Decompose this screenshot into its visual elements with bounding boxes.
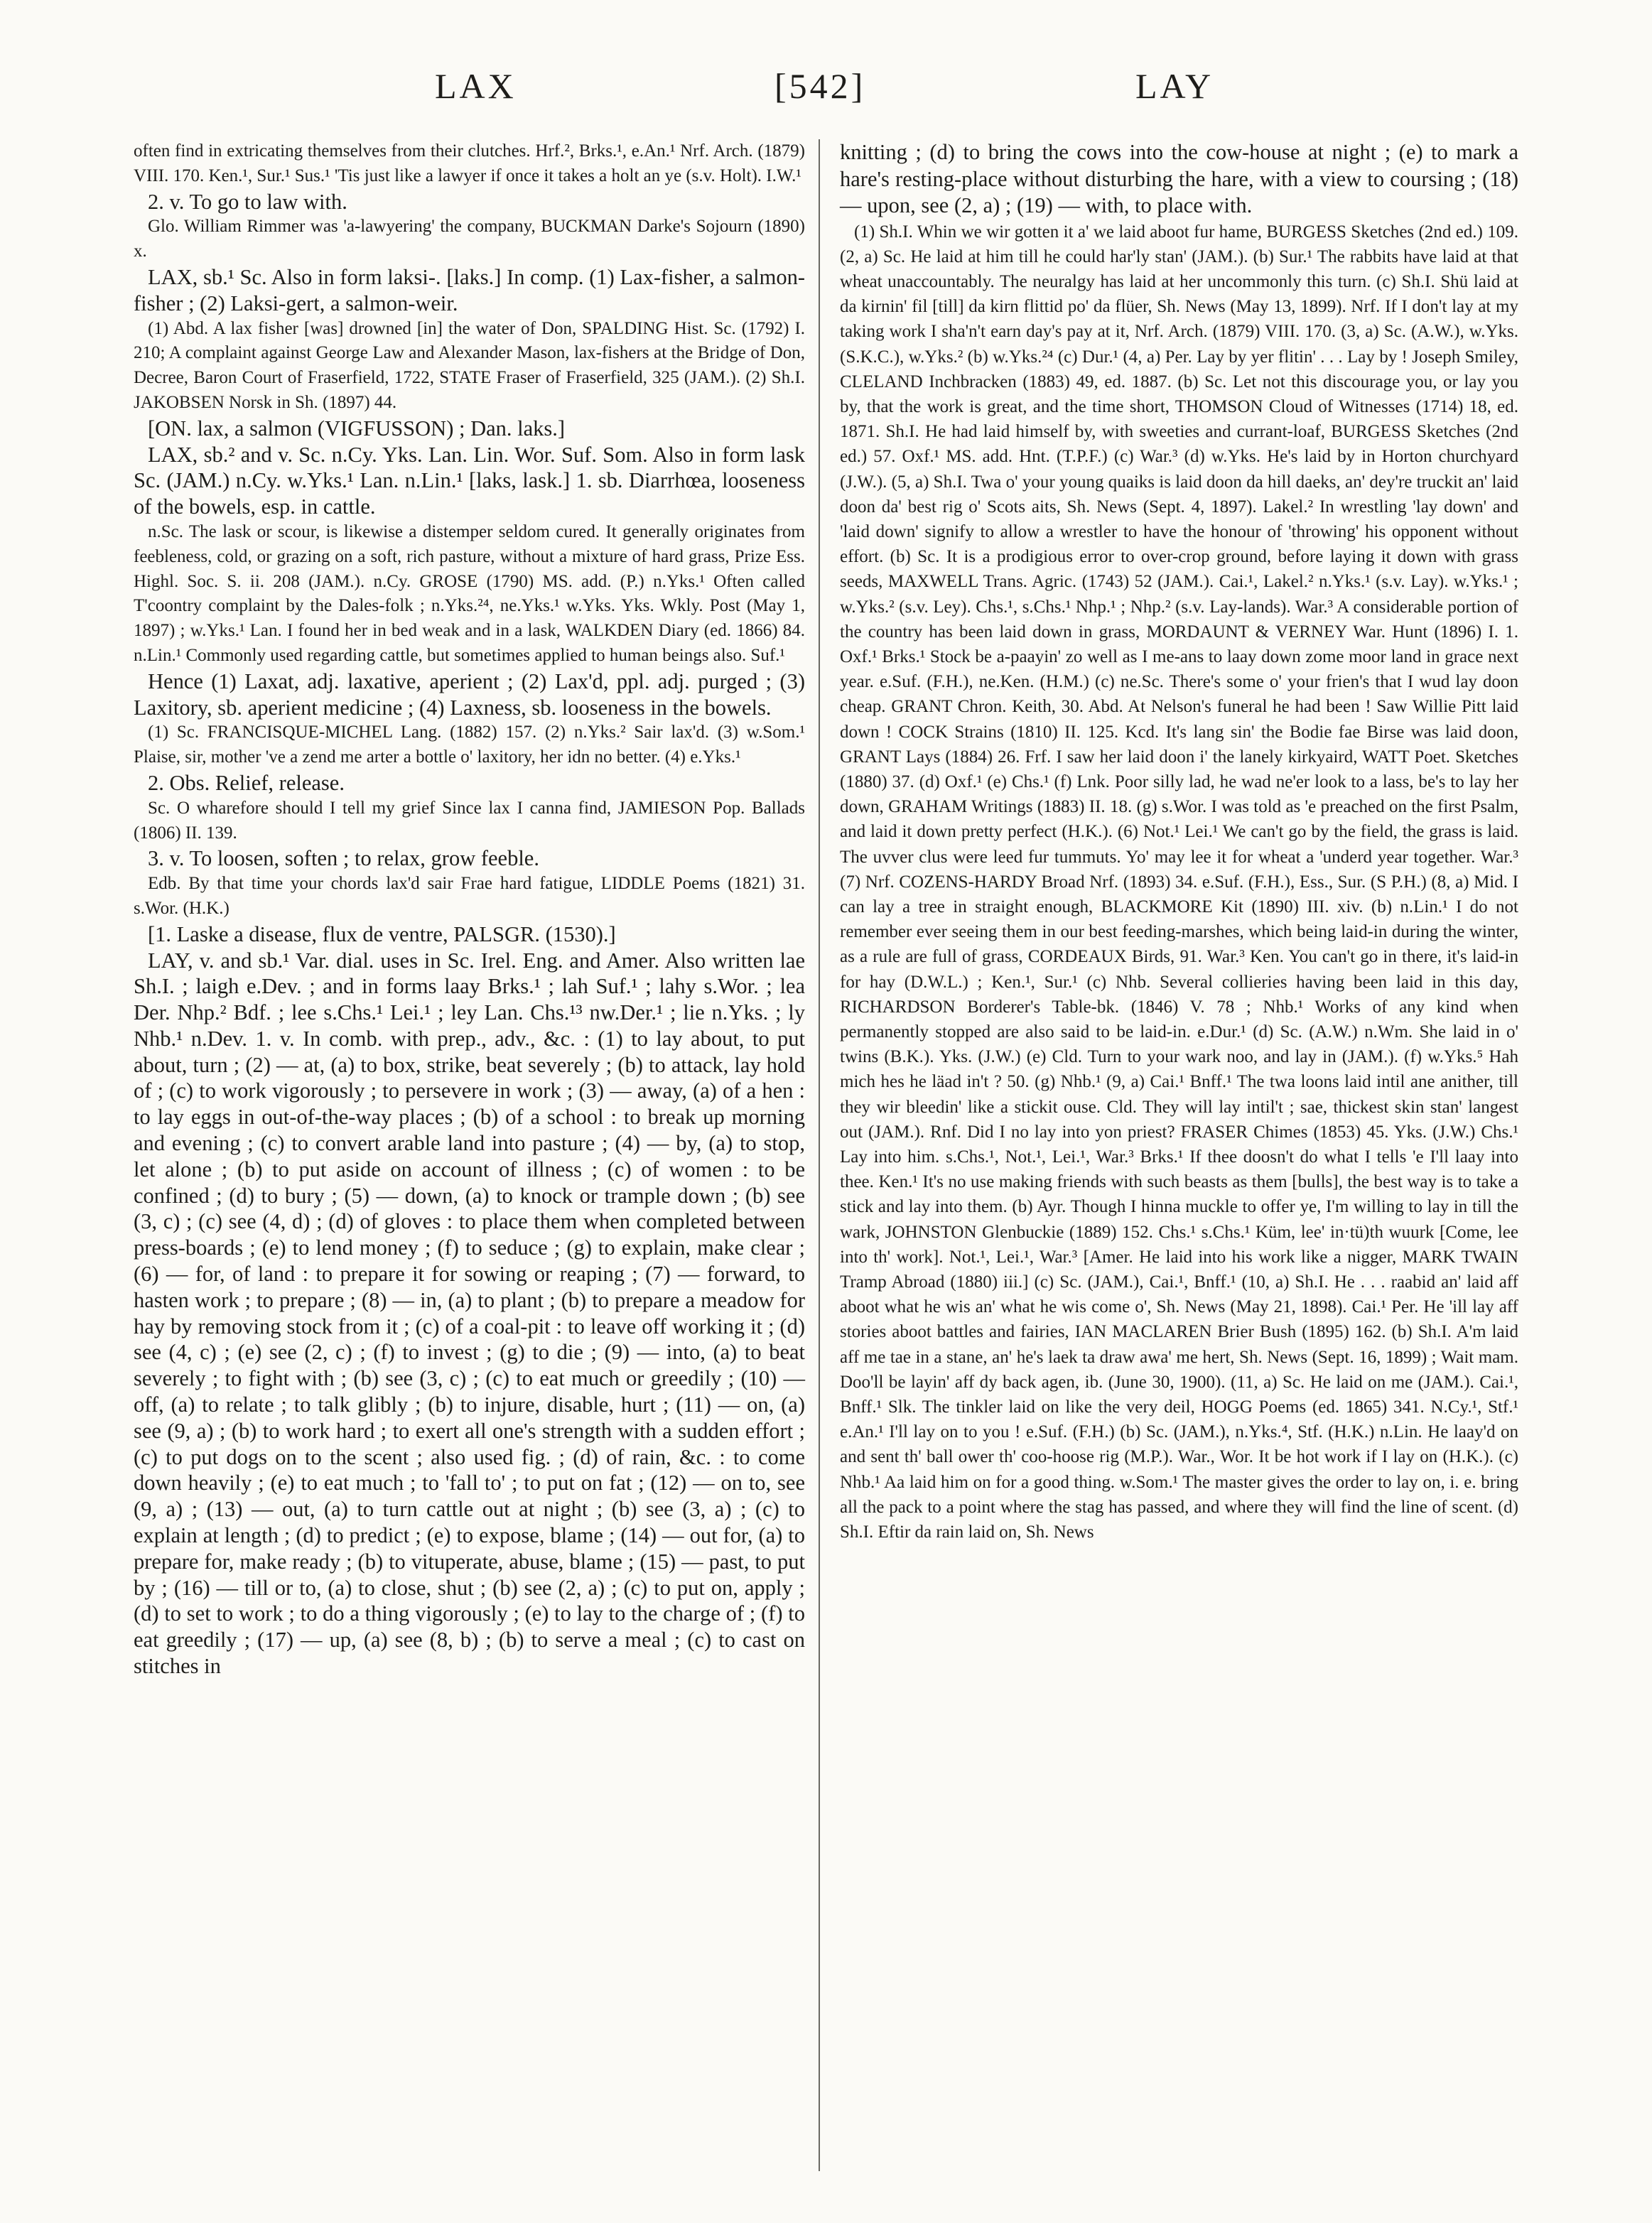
dictionary-paragraph: [1. Laske a disease, flux de ventre, PALSGR. (1530).] — [148, 921, 616, 946]
left-column — [134, 139, 805, 1680]
dictionary-paragraph: Sc. O wharefore should I tell my grief Since lax I canna find, JAMIESON Pop. Ballads (1806) II. 139. — [134, 798, 805, 843]
column-divider — [819, 139, 820, 2171]
page-number: [542] — [774, 66, 866, 106]
dictionary-paragraph: [ON. lax, a salmon (VIGFUSSON) ; Dan. laks.] — [148, 416, 566, 440]
dictionary-paragraph: Edb. By that time your chords lax'd sair Frae hard fatigue, LIDDLE Poems (1821) 31. s.Wor. (H.K.) — [134, 874, 805, 918]
dictionary-paragraph: Glo. William Rimmer was 'a-lawyering' the company, BUCKMAN Darke's Sojourn (1890) x. — [134, 217, 805, 261]
dictionary-paragraph: n.Sc. The lask or scour, is likewise a distemper seldom cured. It generally originates from feebleness, cold, or grazing on a soft, rich pasture, without a mixture of hard grass, Prize Ess. Highl. Soc. S. ii. 208 (JAM.). n.Cy. GROSE (1790) MS. add. (P.) n.Yks.¹ Often called T'coontry complaint by the Dales-folk ; n.Yks.²⁴, ne.Yks.¹ w.Yks. Yks. Wkly. Post (May 1, 1897) ; w.Yks.¹ Lan. I found her in bed weak and in a lask, WALKDEN Diary (ed. 1866) 84. n.Lin.¹ Commonly used regarding cattle, but sometimes applied to human beings also. Suf.¹ — [134, 521, 805, 665]
dictionary-paragraph: LAX, sb.² and v. Sc. n.Cy. Yks. Lan. Lin. Wor. Suf. Som. Also in form lask Sc. (JAM.) n.Cy. w.Yks.¹ Lan. n.Lin.¹ [laks, lask.] 1. sb. Diarrhœa, looseness of the bowels, esp. in cattle. — [134, 442, 805, 519]
dictionary-paragraph: knitting ; (d) to bring the cows into the cow-house at night ; (e) to mark a hare's resting-place without disturbing the hare, with a view to coursing ; (18) — upon, see (2, a) ; (19) — with, to place with. — [840, 140, 1518, 217]
dictionary-paragraph: 3. v. To loosen, soften ; to relax, grow feeble. — [148, 846, 539, 871]
dictionary-paragraph: (1) Abd. A lax fisher [was] drowned [in] the water of Don, SPALDING Hist. Sc. (1792) I. 210; A complaint against George Law and Alexander Mason, lax-fishers at the Bridge of Don, Decree, Baron Court of Fraserfield, 1722, STATE Fraser of Fraserfield, 325 (JAM.). (2) Sh.I. JAKOBSEN Norsk in Sh. (1897) 44. — [134, 318, 805, 412]
left-running-head: LAX — [435, 66, 517, 106]
dictionary-paragraph: Hence (1) Laxat, adj. laxative, aperient ; (2) Lax'd, ppl. adj. purged ; (3) Laxitory, sb. aperient medicine ; (4) Laxness, sb. looseness in the bowels. — [134, 669, 805, 720]
right-running-head: LAY — [1135, 66, 1214, 106]
page-header — [0, 65, 1652, 122]
dictionary-paragraph: 2. Obs. Relief, release. — [148, 770, 345, 795]
dictionary-paragraph: 2. v. To go to law with. — [148, 189, 347, 214]
dictionary-paragraph: often find in extricating themselves from their clutches. Hrf.², Brks.¹, e.An.¹ Nrf. Arch. (1879) VIII. 170. Ken.¹, Sur.¹ Sus.¹ 'Tis just like a lawyer if once it takes a holt an ye (s.v. Holt). I.W.¹ — [134, 141, 805, 185]
dictionary-paragraph: LAY, v. and sb.¹ Var. dial. uses in Sc. Irel. Eng. and Amer. Also written lae Sh.I. ; laigh e.Dev. ; and in forms laay Brks.¹ ; lah Suf.¹ ; lahy s.Wor. ; lea Der. Nhp.² Bdf. ; lee s.Chs.¹ Lei.¹ ; ley Lan. Chs.¹³ nw.Der.¹ ; lie n.Yks. ; ly Nhb.¹ n.Dev. 1. v. In comb. with prep., adv., &c. : (1) to lay about, to put about, turn ; (2) — at, (a) to box, strike, beat severely ; (b) to attack, lay hold of ; (c) to work vigorously ; to persevere in work ; (3) — away, (a) of a hen : to lay eggs in out-of-the-way places ; (b) of a school : to break up morning and evening ; (c) to convert arable land into pasture ; (4) — by, (a) to stop, let alone ; (b) to put aside on account of illness ; (c) of women : to be confined ; (d) to bury ; (5) — down, (a) to knock or trample down ; (b) see (3, c) ; (c) see (4, d) ; (d) of gloves : to place them when completed between press-boards ; (e) to lend money ; (f) to seduce ; (g) to explain, make clear ; (6) — for, of land : to prepare it for sowing or reaping ; (7) — forward, to hasten work ; to prepare ; (8) — in, (a) to plant ; (b) to prepare a meadow for hay by removing stock from it ; (c) of a coal-pit : to leave off working it ; (d) see (4, c) ; (e) see (2, c) ; (f) to invest ; (g) to die ; (9) — into, (a) to beat severely ; to fight with ; (b) see (3, c) ; (c) to eat much or greedily ; (10) — off, (a) to relate ; to talk glibly ; (b) to injure, disable, hurt ; (11) — on, (a) see (9, a) ; (b) to work hard ; to exert all one's strength with a sudden effort ; (c) to put dogs on to the scent ; also used fig. ; (d) of rain, &c. : to come down heavily ; (e) to eat much ; to 'fall to' ; to put on fat ; (12) — on to, see (9, a) ; (13) — out, (a) to turn cattle out at night ; (b) see (3, a) ; (c) to explain at length ; (d) to predict ; (e) to expose, blame ; (14) — out for, (a) to prepare for, make ready ; (b) to vituperate, abuse, blame ; (15) — past, to put by ; (16) — till or to, (a) to close, shut ; (b) see (2, a) ; (c) to put on, apply ; (d) to set to work ; to do a thing vigorously ; (e) to lay to the charge of ; (f) to eat greedily ; (17) — up, (a) see (8, b) ; (b) to serve a meal ; (c) to cast on stitches in — [134, 948, 805, 1679]
dictionary-paragraph: LAX, sb.¹ Sc. Also in form laksi-. [laks.] In comp. (1) Lax-fisher, a salmon-fisher ; (2) Laksi-gert, a salmon-weir. — [134, 264, 805, 315]
dictionary-paragraph: (1) Sc. FRANCISQUE-MICHEL Lang. (1882) 157. (2) n.Yks.² Sair lax'd. (3) w.Som.¹ Plaise, sir, mother 've a zend me arter a bottle o' laxitory, her idn no better. (4) e.Yks.¹ — [134, 723, 805, 767]
right-column — [840, 139, 1518, 1545]
dictionary-paragraph: (1) Sh.I. Whin we wir gotten it a' we laid aboot fur hame, BURGESS Sketches (2nd ed.) 109. (2, a) Sc. He laid at him till he could har'ly stan' (JAM.). (b) Sur.¹ The rabbits have laid at that wheat unaccountably. The neuralgy has laid at her uncommonly this turn. (c) Sh.I. Shü laid at da kirnin' fil [till] da kirn flittid po' da flüer, Sh. News (May 13, 1899). Nrf. If I don't lay at my taking work I sha'n't earn day's pay at it, Nrf. Arch. (1879) VIII. 170. (3, a) Sc. (A.W.), w.Yks. (S.K.C.), w.Yks.² (b) w.Yks.²⁴ (c) Dur.¹ (4, a) Per. Lay by yer flitin' . . . Lay by ! Joseph Smiley, CLELAND Inchbracken (1883) 49, ed. 1887. (b) Sc. Let not this discourage you, or lay you by, that the work is great, and the time short, THOMSON Cloud of Witnesses (1714) 18, ed. 1871. Sh.I. He had laid himself by, with sweeties and currant-loaf, BURGESS Sketches (2nd ed.) 57. Oxf.¹ MS. add. Hnt. (T.P.F.) (c) War.³ (d) w.Yks. He's laid by in Horton churchyard (J.W.). (5, a) Sh.I. Twa o' your young quaiks is laid doon da hill daeks, an' dey're truckit an' laid doon da' best rig o' Scots aits, Sh. News (Sept. 4, 1897). Lakel.² In wrestling 'lay down' and 'laid down' signify to allow a wrestler to have the honour of 'throwing' his opponent without effort. (b) Sc. It is a prodigious error to over-crop ground, before laying it down with grass seeds, MAXWELL Trans. Agric. (1743) 52 (JAM.). Cai.¹, Lakel.² n.Yks.¹ (s.v. Lay). w.Yks.¹ ; w.Yks.² (s.v. Ley). Chs.¹, s.Chs.¹ Nhp.¹ ; Nhp.² (s.v. Lay-lands). War.³ A considerable portion of the country has been laid down in grass, MORDAUNT & VERNEY War. Hunt (1896) I. 1. Oxf.¹ Brks.¹ Stock be a-paayin' zo well as I me-ans to laay down zome moor land in grace next year. e.Suf. (F.H.), ne.Ken. (H.M.) (c) ne.Sc. There's some o' your frien's that I wud lay doon cheap. GRANT Chron. Keith, 30. Abd. At Nelson's funeral he had been ! Saw Willie Pitt laid down ! COCK Strains (1810) II. 125. Kcd. It's lang sin' the Bodie fae Birse was laid doon, GRANT Lays (1884) 26. Frf. I saw her laid doon i' the lanely kirkyaird, WATT Poet. Sketches (1880) 37. (d) Oxf.¹ (e) Chs.¹ (f) Lnk. Poor silly lad, he wad ne'er look to a lass, be's to lay her down, GRAHAM Writings (1883) II. 18. (g) s.Wor. I was told as 'e preached on the first Psalm, and laid it down pretty perfect (H.K.). (6) Not.¹ Lei.¹ We can't go by the field, the grass is laid. The uvver clus were leed fur tummuts. Yo' may lee it for wheat a 'underd year together. War.³ (7) Nrf. COZENS-HARDY Broad Nrf. (1893) 34. e.Suf. (F.H.), Ess., Sur. (S P.H.) (8, a) Mid. I can lay a tree in straight enough, BLACKMORE Kit (1890) III. xiv. (b) n.Lin.¹ I do not remember ever seeing them in our best feeding-marshes, which being laid-in during the winter, as a rule are full of grass, CORDEAUX Birds, 91. War.³ Ken. You can't go in there, it's laid-in for hay (D.W.L.) ; Ken.¹, Sur.¹ (c) Nhb. Several collieries having been laid in this day, RICHARDSON Borderer's Table-bk. (1846) V. 78 ; Nhb.¹ Works of any kind when permanently stopped are also said to be laid-in. e.Dur.¹ (d) Sc. (A.W.) n.Wm. She laid in o' twins (B.K.). Yks. (J.W.) (e) Cld. Turn to your wark noo, and lay in (JAM.). (f) w.Yks.⁵ Hah mich hes he läad in't ? 50. (g) Nhb.¹ (9, a) Cai.¹ Bnff.¹ The twa loons laid intil ane anither, till they wir bleedin' like a stickit ouse. Cld. They will lay intil't ; sae, thickest skin stan' langest out (JAM.). Rnf. Did I no lay into yon priest? FRASER Chimes (1853) 45. Yks. (J.W.) Chs.¹ Lay into him. s.Chs.¹, Not.¹, Lei.¹, War.³ Brks.¹ If thee doosn't do what I tells 'e I'll laay into thee. Ken.¹ It's no use making friends with such beasts as them [bulls], the best way is to take a stick and lay into them. (b) Ayr. Though I hinna muckle to offer ye, I'm willing to lay in till the wark, JOHNSTON Glenbuckie (1889) 152. Chs.¹ s.Chs.¹ Küm, lee' in·tü)th wuurk [Come, lee into th' work]. Not.¹, Lei.¹, War.³ [Amer. He laid into his work like a nigger, MARK TWAIN Tramp Abroad (1880) iii.] (c) Sc. (JAM.), Cai.¹, Bnff.¹ (10, a) Sh.I. He . . . raabid an' laid aff aboot what he wis an' what he wis come o', Sh. News (May 21, 1898). Cai.¹ Per. He 'ill lay aff stories aboot battles and fairies, IAN MACLAREN Brier Bush (1895) 162. (b) Sh.I. A'm laid aff me tae in a stane, an' he's laek ta draw awa' me hert, Sh. News (Sept. 16, 1899) ; Wait mam. Doo'll be layin' aff dy back agen, ib. (June 30, 1900). (11, a) Sc. He laid on me (JAM.). Cai.¹, Bnff.¹ Slk. The tinkler laid on like the very deil, HOGG Poems (ed. 1865) 341. N.Cy.¹, Stf.¹ e.An.¹ I'll lay on to you ! e.Suf. (F.H.) (b) Sc. (JAM.), n.Yks.⁴, Stf. (H.K.) n.Lin. He laay'd on and sent th' ball ower th' coo-hoose rig (M.P.). War., Wor. It be hot work if I lay on (H.K.). (c) Nhb.¹ Aa laid him on for a good thing. w.Som.¹ The master gives the order to lay on, i. e. bring all the pack to a point where the stag has passed, and where they will find the line of scent. (d) Sh.I. Eftir da rain laid on, Sh. News — [840, 222, 1518, 1542]
